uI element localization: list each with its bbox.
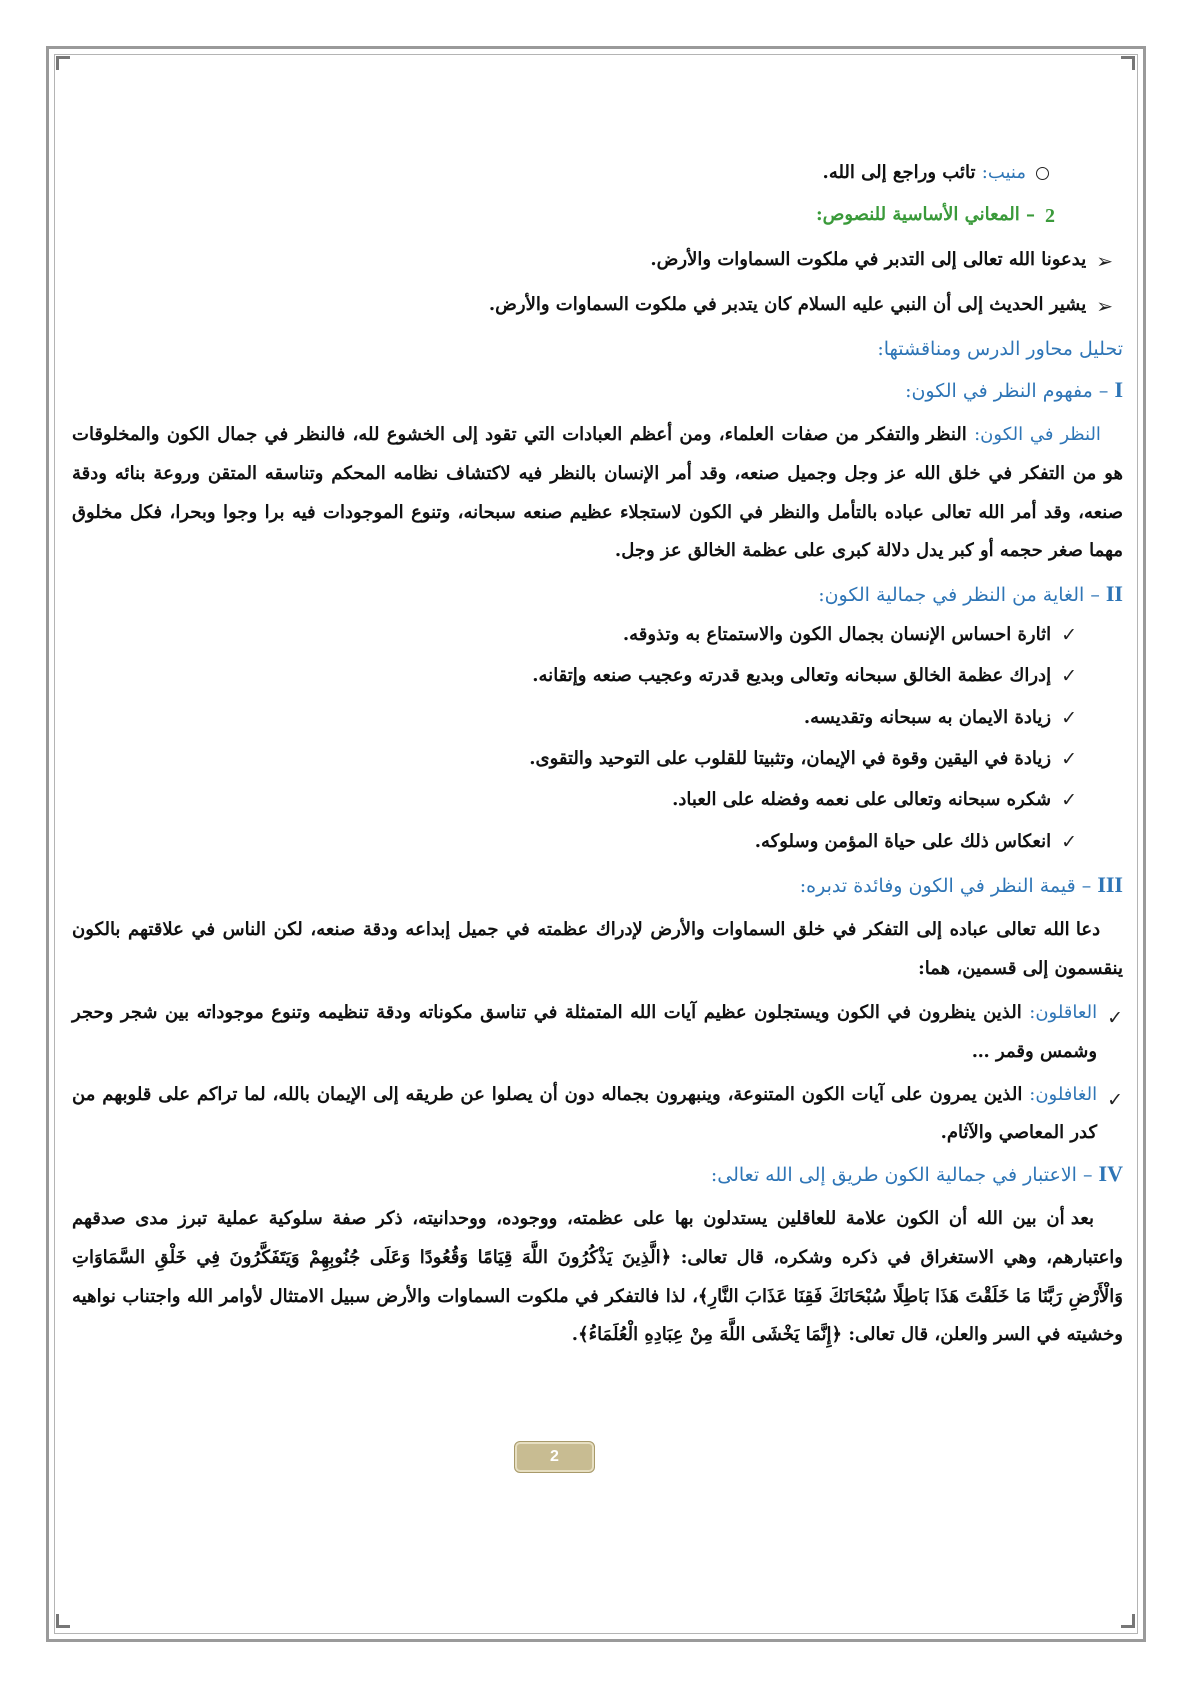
list-item: ✓ إدراك عظمة الخالق سبحانه وتعالى وبديع قدرته وعجيب صنعه وإتقانه. [72,661,1123,692]
check-icon: ✓ [1061,623,1077,646]
section-IV-paragraph: بعد أن بين الله أن الكون علامة للعاقلين يستدلون بها على عظمته، ووجوده، ووحدانيته، ذكر صفة سلوكية عملية تبرز مدى صدقهم واعتبارهم، وهي الاستغراق في ذكره وشكره، قال تعالى: ﴿الَّذِينَ يَذْكُرُونَ اللَّهَ قِيَامًا وَقُعُودًا وَعَلَى جُنُوبِهِمْ وَيَتَفَكَّرُونَ فِي خَلْقِ السَّمَاوَاتِ وَالْأَرْضِ رَبَّنَا مَا خَلَقْتَ هَذَا بَاطِلًا سُبْحَانَكَ فَقِنَا عَذَابَ النَّارِ﴾، لذا فالتفكر في ملكوت السماوات والأرض سبيل الامتثال لأوامر الله واجتناب نواهيه وخشيته في السر والعلن، قال تعالى: ﴿إِنَّمَا يَخْشَى اللَّهَ مِنْ عِبَادِهِ الْعُلَمَاءُ﴾. [72,1208,1123,1346]
section-III-numeral: III [1097,872,1123,897]
meaning-item: ➢ يدعونا الله تعالى إلى التدبر في ملكوت السماوات والأرض. [72,245,1123,278]
section-2-heading [72,200,1123,233]
definition-text: تائب وراجع إلى الله. [822,162,976,183]
group-term: الغافلون: [1029,1083,1098,1105]
group-text: الذين ينظرون في الكون ويستجلون عظيم آيات الله المتمثلة في تناسق مكوناته ودقة تنظيمه وتنوع موجوداته بين شجر وحجر وشمس وقمر … [72,1002,1098,1063]
check-icon: ✓ [1107,1007,1123,1030]
section-IV-heading [72,1157,1123,1190]
analysis-title: تحليل محاور الدرس ومناقشتها: [877,337,1123,360]
definition-term: منيب: [981,162,1026,183]
document-body [72,158,1123,1361]
group-item-heedless [72,1076,1123,1153]
page-number-badge: 2 [514,1441,595,1473]
section-2-title: – المعاني الأساسية للنصوص: [815,203,1035,225]
check-icon: ✓ [1061,830,1077,853]
frame-corner-ornament [1121,1614,1135,1628]
group-text: الذين يمرون على آيات الكون المتنوعة، وينبهرون بجماله دون أن يصلوا عن طريقه إلى الإيمان بالله، لما تراكم على قلوبهم من كدر المعاصي والآثام. [72,1083,1098,1144]
arrow-bullet-icon: ➢ [1096,293,1113,318]
list-item: ✓ شكره سبحانه وتعالى على نعمه وفضله على العباد. [72,785,1123,816]
check-icon: ✓ [1061,747,1077,770]
section-IV-title: – الاعتبار في جمالية الكون طريق إلى الله تعالى: [710,1164,1093,1187]
section-II-title: – الغاية من النظر في جمالية الكون: [818,583,1100,606]
section-III-title: – قيمة النظر في الكون وفائدة تدبره: [799,875,1092,897]
arrow-bullet-icon: ➢ [1096,248,1113,273]
group-term: العاقلون: [1029,1002,1098,1024]
section-III-heading [72,868,1123,901]
check-icon: ✓ [1061,665,1077,688]
list-item: ✓ اثارة احساس الإنسان بجمال الكون والاستمتاع به وتذوقه. [72,620,1123,651]
section-I-heading [72,373,1123,406]
check-icon: ✓ [1107,1088,1123,1111]
list-item: ✓ انعكاس ذلك على حياة المؤمن وسلوكه. [72,827,1123,858]
frame-corner-ornament [56,1614,70,1628]
section-IV-numeral: IV [1098,1161,1123,1187]
frame-corner-ornament [56,56,70,70]
meaning-item: ➢ يشير الحديث إلى أن النبي عليه السلام كان يتدبر في ملكوت السماوات والأرض. [72,290,1123,323]
section-2-number: 2 [1045,204,1055,227]
frame-corner-ornament [1121,56,1135,70]
check-icon: ✓ [1061,706,1077,729]
section-I-title: – مفهوم النظر في الكون: [905,380,1109,403]
section-I-text: النظر والتفكر من صفات العلماء، ومن أعظم العبادات التي تقود إلى الخشوع لله، فالنظر في جمال الكون والمخلوقات هو من التفكر في خلق الله عز وجل وجميل صنعه، وقد أمر الإنسان بالنظر فيه لاكتشاف نظامه المحكم وتناسقه المتقن وروعة بنائه ودقة صنعه، وقد أمر الله تعالى عباده بالتأمل والنظر في الكون لاستجلاء عظيم صنعه سبحانه، وتنوع الموجودات فيه برا وجوا وبحرا، فكل مخلوق مهما صغر حجمه أو كبر يدل دلالة كبرى على عظمة الخالق عز وجل. [72,424,1123,562]
list-item: ✓ زيادة الايمان به سبحانه وتقديسه. [72,703,1123,734]
section-I-paragraph [72,416,1123,571]
group-item-wise [72,994,1123,1071]
definition-munib [72,158,1123,188]
circle-bullet-icon [1036,167,1049,180]
section-II-heading [72,577,1123,610]
check-icon: ✓ [1061,789,1077,812]
section-I-term: النظر في الكون: [974,424,1101,446]
section-III-paragraph: دعا الله تعالى عباده إلى التفكر في خلق السماوات والأرض لإدراك عظمته في جميل إبداعه ودقة صنعه، لكن الناس في علاقتهم بالكون ينقسمون إلى قسمين، هما: [72,919,1123,979]
section-II-numeral: II [1105,580,1123,606]
list-item: ✓ زيادة في اليقين وقوة في الإيمان، وتثبيتا للقلوب على التوحيد والتقوى. [72,744,1123,775]
section-I-numeral: I [1114,377,1123,403]
